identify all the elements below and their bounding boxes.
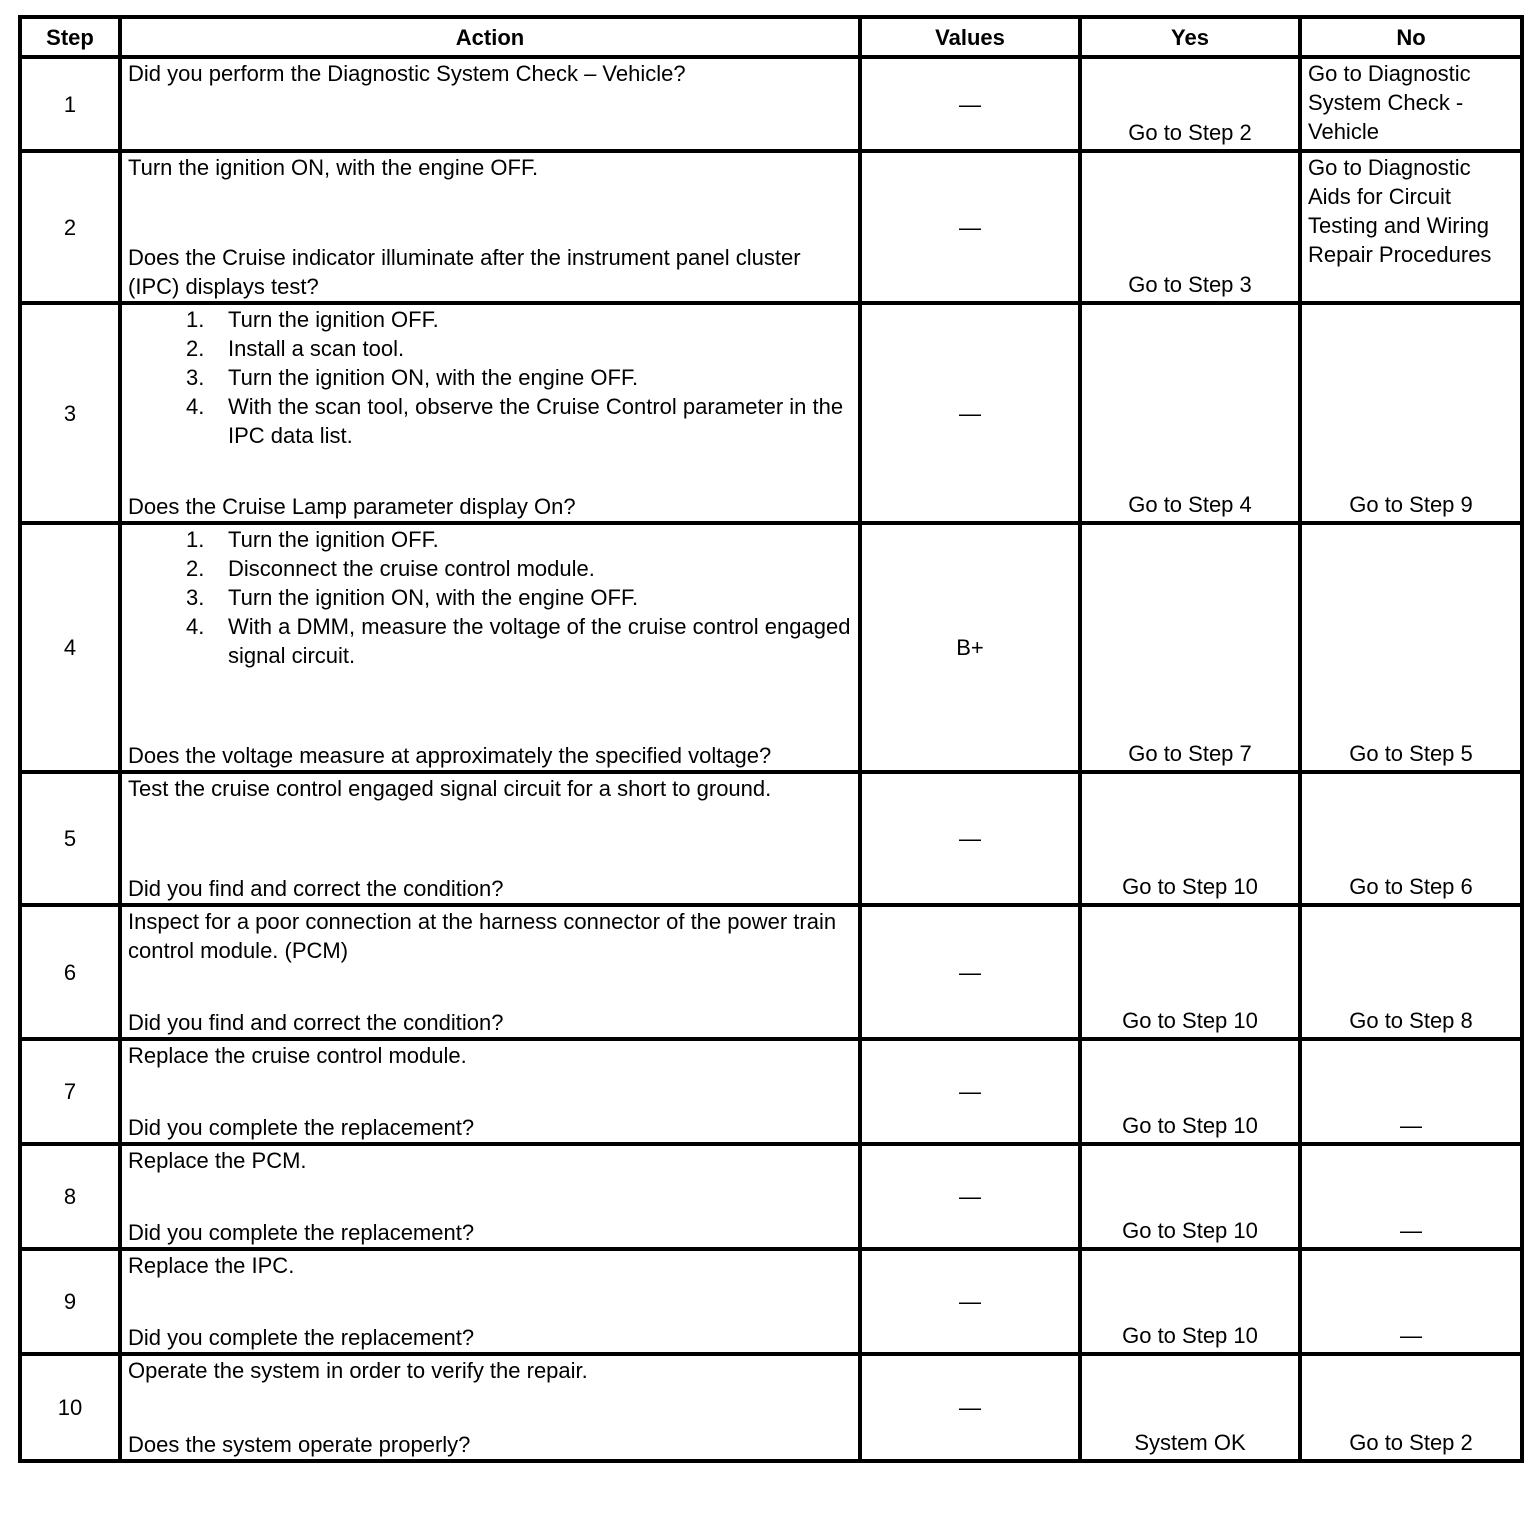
action-step-text: With the scan tool, observe the Cruise Control parameter in the IPC data list.: [228, 394, 844, 448]
action-cell: [120, 1354, 860, 1461]
step-number: 10: [20, 1354, 120, 1461]
action-cell: [120, 151, 860, 303]
action-text: Test the cruise control engaged signal circuit for a short to ground.: [128, 776, 772, 801]
action-question: Does the system operate properly?: [128, 1432, 471, 1457]
action-cell: [120, 1249, 860, 1354]
no-cell: —: [1300, 1249, 1522, 1354]
value-cell: —: [860, 1039, 1080, 1144]
table-row: [20, 772, 1522, 905]
value-cell: —: [860, 303, 1080, 523]
action-step-text: Disconnect the cruise control module.: [228, 556, 595, 581]
action-cell: [120, 1144, 860, 1249]
no-cell: Go to Step 5: [1300, 523, 1522, 772]
table-row: [20, 1144, 1522, 1249]
action-text: Operate the system in order to verify the repair.: [128, 1358, 588, 1383]
action-step: 1. Turn the ignition OFF.: [128, 525, 852, 554]
value-cell: —: [860, 151, 1080, 303]
no-cell: —: [1300, 1144, 1522, 1249]
header-row: [20, 17, 1522, 57]
yes-cell: Go to Step 10: [1080, 1144, 1300, 1249]
action-question: Does the voltage measure at approximately the specified voltage?: [128, 743, 772, 768]
table-row: [20, 1249, 1522, 1354]
table-row: [20, 1039, 1522, 1144]
step-number: 2: [20, 151, 120, 303]
action-step-text: Turn the ignition ON, with the engine OFF.: [228, 585, 639, 610]
action-step: 1. Turn the ignition OFF.: [128, 305, 852, 334]
action-step: 3. Turn the ignition ON, with the engine OFF.: [128, 363, 852, 392]
yes-cell: Go to Step 10: [1080, 772, 1300, 905]
value-cell: —: [860, 57, 1080, 151]
table-row: [20, 57, 1522, 151]
yes-cell: System OK: [1080, 1354, 1300, 1461]
value-cell: —: [860, 1249, 1080, 1354]
yes-cell: Go to Step 7: [1080, 523, 1300, 772]
yes-cell: Go to Step 10: [1080, 1249, 1300, 1354]
action-step-text: Turn the ignition ON, with the engine OFF.: [228, 365, 639, 390]
action-question: Did you complete the replacement?: [128, 1325, 475, 1350]
action-step: 2. Install a scan tool.: [128, 334, 852, 363]
action-cell: [120, 1039, 860, 1144]
action-steps: [128, 305, 852, 450]
value-cell: —: [860, 905, 1080, 1039]
value-cell: —: [860, 772, 1080, 905]
action-text: Replace the IPC.: [128, 1253, 295, 1278]
action-step-text: With a DMM, measure the voltage of the cruise control engaged signal circuit.: [228, 614, 851, 668]
no-cell: Go to Diagnostic Aids for Circuit Testing and Wiring Repair Procedures: [1300, 151, 1522, 303]
action-question: Does the Cruise indicator illuminate after the instrument panel cluster (IPC) displays test?: [128, 245, 801, 299]
yes-cell: Go to Step 10: [1080, 1039, 1300, 1144]
no-cell: Go to Step 9: [1300, 303, 1522, 523]
step-number: 5: [20, 772, 120, 905]
action-question: Did you complete the replacement?: [128, 1220, 475, 1245]
table-row: [20, 1354, 1522, 1461]
action-question: Did you complete the replacement?: [128, 1115, 475, 1140]
no-cell: Go to Step 6: [1300, 772, 1522, 905]
yes-cell: Go to Step 10: [1080, 905, 1300, 1039]
action-step-text: Install a scan tool.: [228, 336, 405, 361]
step-number: 1: [20, 57, 120, 151]
action-text: Did you perform the Diagnostic System Check – Vehicle?: [128, 61, 686, 86]
step-number: 4: [20, 523, 120, 772]
step-number: 8: [20, 1144, 120, 1249]
yes-cell: Go to Step 2: [1080, 57, 1300, 151]
action-step: 4. With the scan tool, observe the Cruise Control parameter in the IPC data list.: [128, 392, 852, 450]
action-step-text: Turn the ignition OFF.: [228, 527, 439, 552]
action-cell: [120, 772, 860, 905]
action-cell: [120, 905, 860, 1039]
table-row: [20, 151, 1522, 303]
value-cell: —: [860, 1144, 1080, 1249]
diagnostic-table: [18, 15, 1524, 1463]
header-action: Action: [120, 17, 860, 57]
step-number: 6: [20, 905, 120, 1039]
action-text: Inspect for a poor connection at the harness connector of the power train control module. (PCM): [128, 909, 837, 963]
header-no: No: [1300, 17, 1522, 57]
action-text: Replace the cruise control module.: [128, 1043, 467, 1068]
table-row: [20, 523, 1522, 772]
no-cell: Go to Diagnostic System Check - Vehicle: [1300, 57, 1522, 151]
action-text: Replace the PCM.: [128, 1148, 307, 1173]
no-cell: Go to Step 2: [1300, 1354, 1522, 1461]
action-question: Did you find and correct the condition?: [128, 876, 504, 901]
value-cell: B+: [860, 523, 1080, 772]
step-number: 7: [20, 1039, 120, 1144]
no-cell: —: [1300, 1039, 1522, 1144]
value-cell: —: [860, 1354, 1080, 1461]
header-values: Values: [860, 17, 1080, 57]
action-steps: [128, 525, 852, 670]
action-text: Turn the ignition ON, with the engine OFF.: [128, 155, 539, 180]
header-step: Step: [20, 17, 120, 57]
step-number: 3: [20, 303, 120, 523]
action-cell: [120, 523, 860, 772]
table-row: [20, 905, 1522, 1039]
action-question: Did you find and correct the condition?: [128, 1010, 504, 1035]
action-question: Does the Cruise Lamp parameter display On?: [128, 494, 576, 519]
no-cell: Go to Step 8: [1300, 905, 1522, 1039]
step-number: 9: [20, 1249, 120, 1354]
action-step: 2. Disconnect the cruise control module.: [128, 554, 852, 583]
action-step: 3. Turn the ignition ON, with the engine OFF.: [128, 583, 852, 612]
yes-cell: Go to Step 3: [1080, 151, 1300, 303]
table-row: [20, 303, 1522, 523]
action-step-text: Turn the ignition OFF.: [228, 307, 439, 332]
yes-cell: Go to Step 4: [1080, 303, 1300, 523]
action-step: 4. With a DMM, measure the voltage of the cruise control engaged signal circuit.: [186, 614, 851, 668]
action-cell: [120, 57, 860, 151]
action-cell: [120, 303, 860, 523]
header-yes: Yes: [1080, 17, 1300, 57]
